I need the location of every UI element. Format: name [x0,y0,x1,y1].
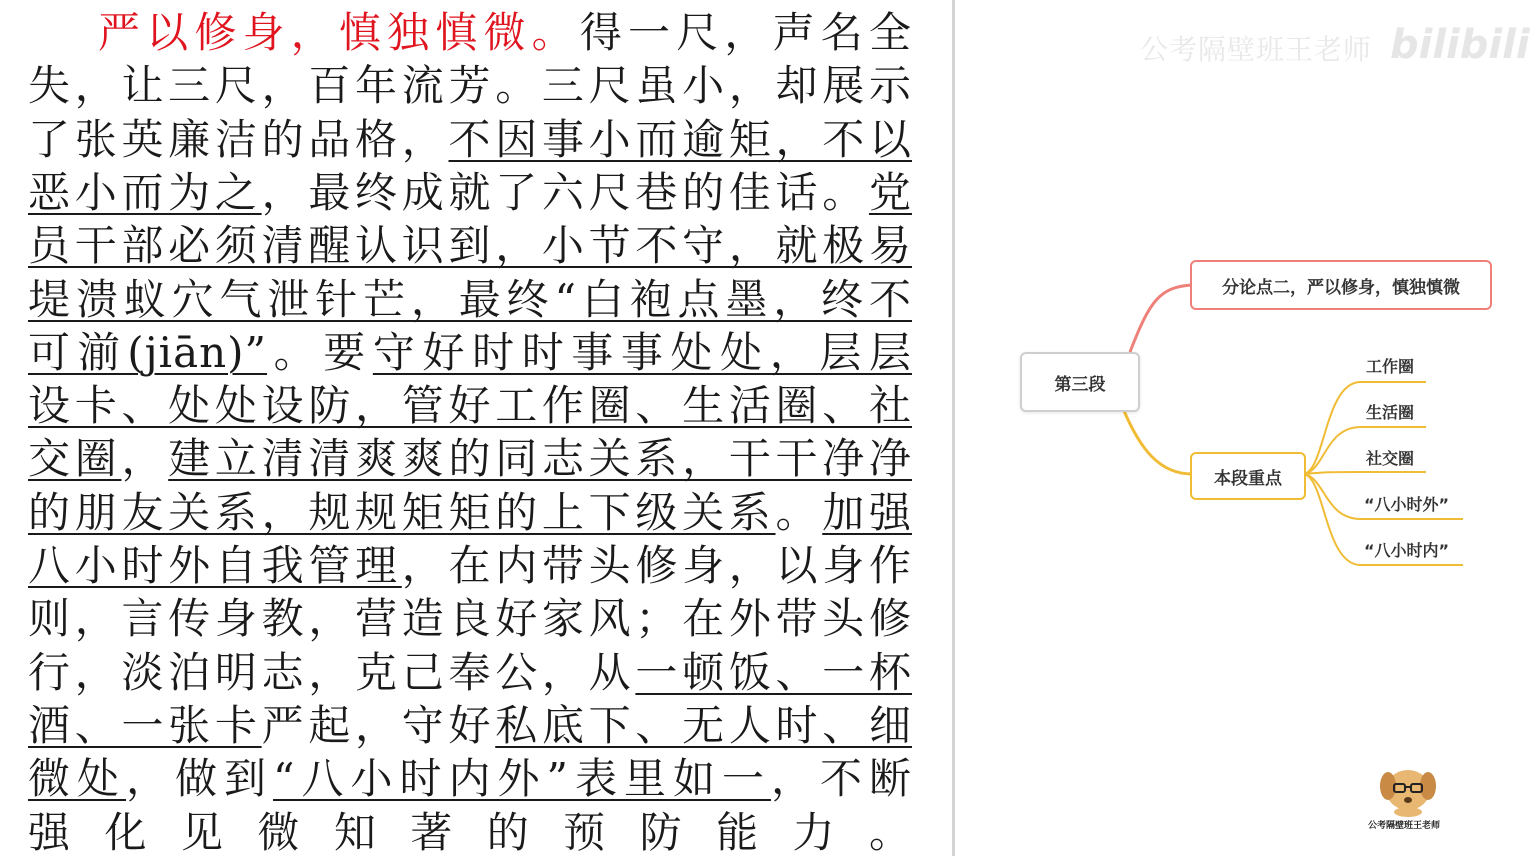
underlined-text: 一顿饭、一杯 [635,647,912,697]
underlined-text: 建立清清爽爽的同志关系，干干净净 [168,434,912,484]
body-text: ， [121,434,169,484]
underlined-text: 八小时外自我管理 [28,541,402,590]
body-text: 。要 [267,327,373,377]
underlined-text: 恶小而为之 [28,167,262,217]
mindmap-leaf[interactable]: 社交圈 [1366,449,1415,468]
underlined-text: 的朋友关系，规规矩矩的上下级关系 [28,487,776,537]
body-text: 了张英廉洁的品格， [28,114,449,164]
body-text: 严起，守好 [261,700,496,750]
body-text: 。 [775,487,823,537]
underlined-text: “八小时内外”表里如一 [273,754,771,804]
body-text: ，不断 [770,754,912,804]
underlined-text: 私底下、无人时、细 [495,700,912,750]
heading-text: 严以修身，慎独慎微。 [98,8,580,57]
mindmap-leaf[interactable]: “八小时内” [1364,541,1450,560]
avatar-caption: 公考隔壁班王老师 [1368,821,1441,831]
underlined-text: 微处 [28,754,127,804]
body-text: ，最终成就了六尺巷的佳话。 [261,167,869,217]
underlined-text: 加强 [822,487,912,537]
body-text: 行，淡泊明志，克己奉公，从 [28,647,636,697]
underlined-text: 酒、一张卡 [28,700,262,750]
body-text: 失，让三尺，百年流芳。三尺虽小，却展示 [28,61,912,111]
underlined-text: 不因事小而逾矩，不以 [448,114,912,164]
watermark-text: 公考隔壁班王老师 [1140,33,1373,66]
mindmap-leaf[interactable]: 工作圈 [1366,357,1415,376]
focus-label: 本段重点 [1214,468,1282,489]
mindmap-leaf[interactable]: 生活圈 [1366,403,1415,422]
body-text: 强化见微知著的预防能力。 [28,807,912,857]
point-label: 分论点二，严以修身，慎独慎微 [1222,277,1460,298]
mindmap-point-node[interactable] [1190,260,1492,310]
body-text: ，在内带头修身，以身作 [401,541,912,590]
dog-avatar-icon [1376,760,1440,818]
underlined-text: 党 [868,167,912,217]
underlined-text: 堤溃蚁穴气泄针芒，最终“白袍点墨，终不 [28,274,912,324]
underlined-text: 设卡、处处设防，管好工作圈、生活圈、社 [28,381,912,431]
mindmap-root-node[interactable] [1020,352,1140,412]
underlined-text: 员干部必须清醒认识到，小节不守，就极易 [28,221,912,271]
mindmap-focus-node[interactable] [1190,452,1306,500]
underlined-text: 可湔(jiān)” [28,327,268,377]
underlined-text: 守好时时事事处处，层层 [372,327,912,377]
mindmap-leaf[interactable]: “八小时外” [1364,495,1450,514]
body-text: 则，言传身教，营造良好家风；在外带头修 [28,594,912,644]
bilibili-logo: bilibili [1390,22,1530,68]
body-text: 得一尺，声名全 [579,8,912,57]
underlined-text: 交圈 [28,434,122,484]
body-text: ，做到 [126,754,274,804]
root-label: 第三段 [1054,374,1106,395]
